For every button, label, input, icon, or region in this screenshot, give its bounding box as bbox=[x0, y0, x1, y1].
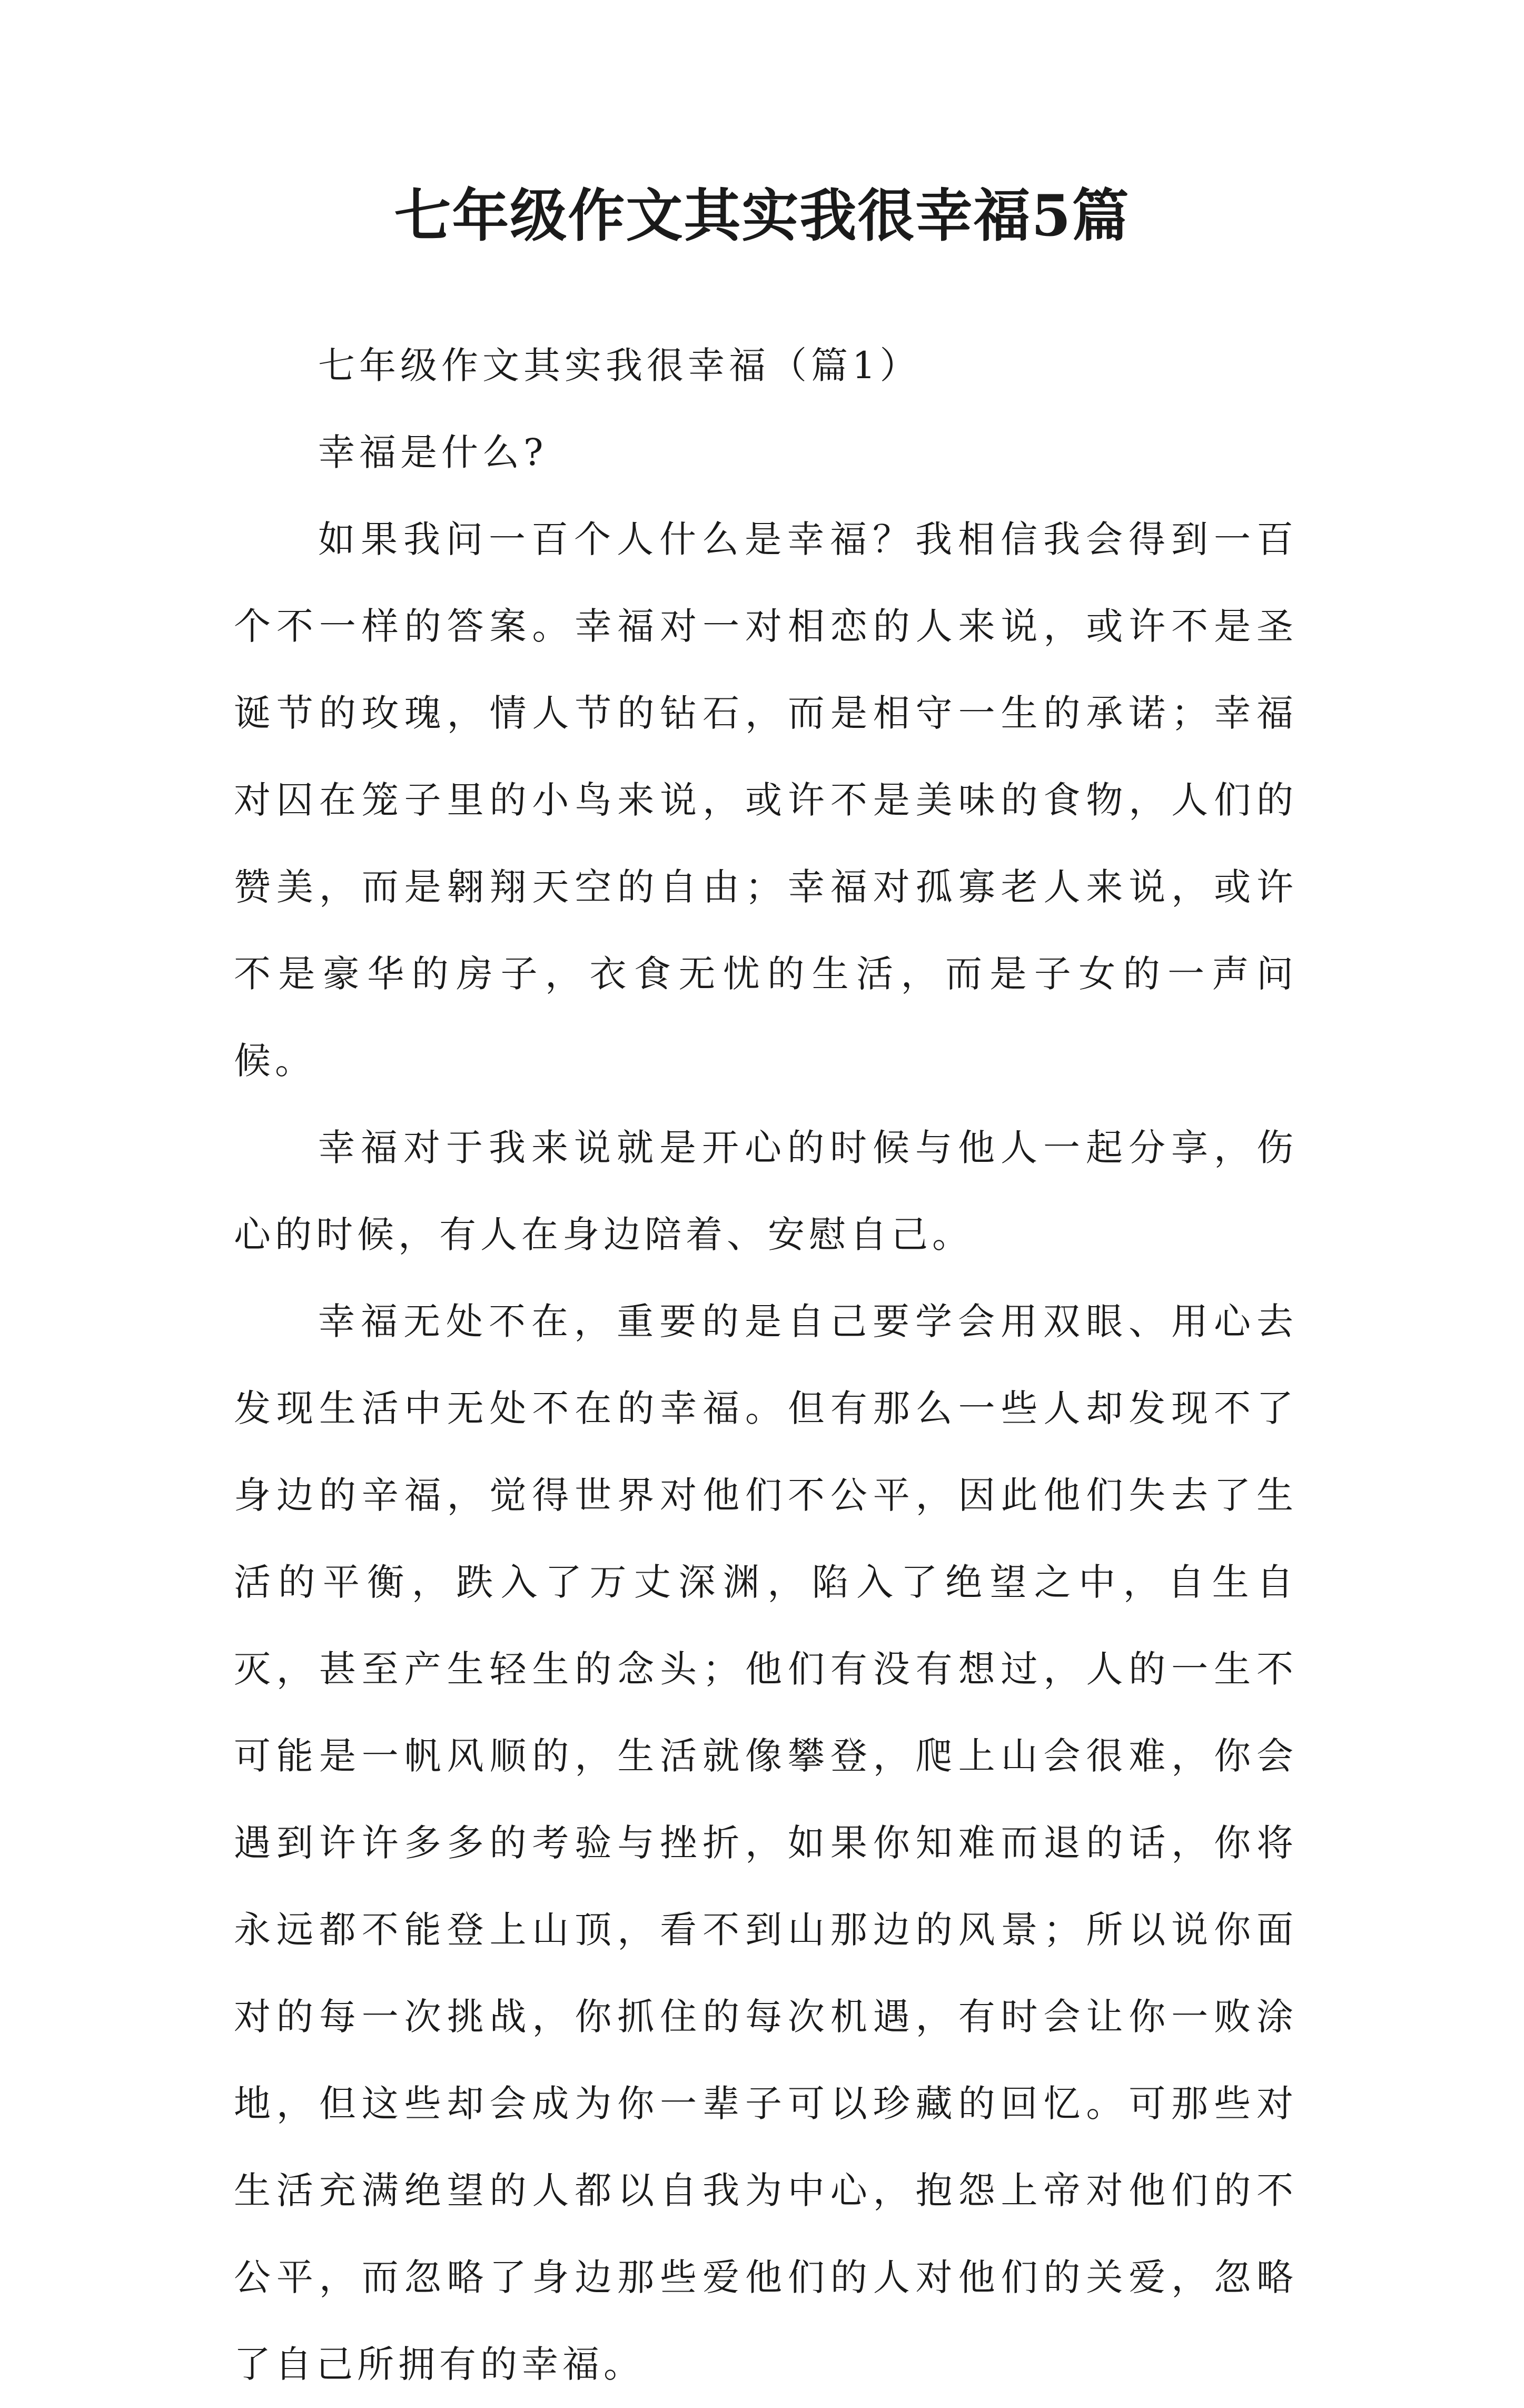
body-paragraph: 幸福对于我来说就是开心的时候与他人一起分享，伤心的时候，有人在身边陪着、安慰自己。 bbox=[234, 1126, 1298, 1256]
document-title: 七年级作文其实我很幸福5篇 bbox=[394, 183, 1130, 249]
body-paragraph: 幸福无处不在，重要的是自己要学会用双眼、用心去发现生活中无处不在的幸福。但有那么一些人却发现不了身边的辛福，觉得世界对他们不公平，因此他们失去了生活的平衡，跌入了万丈深渊，陷入了绝望之中，自生自灭，甚至产生轻生的念头；他们有没有想过，人的一生不可能是一帆风顺的，生活就像攀登，爬上山会很难，你会遇到许许多多的考验与挫折，如果你知难而退的话，你将永远都不能登上山顶，看不到山那边的风景；所以说你面对的每一次挑战，你抓住的每次机遇，有时会让你一败涂地，但这些却会成为你一辈子可以珍藏的回忆。可那些对生活充满绝望的人都以自我为中心，抱怨上帝对他们的不公平，而忽略了身边那些爱他们的人对他们的关爱，忽略了自己所拥有的幸福。 bbox=[234, 1300, 1298, 2386]
section-heading: 七年级作文其实我很幸福（篇1） bbox=[318, 344, 921, 387]
body-paragraph: 幸福是什么? bbox=[318, 431, 548, 474]
document-body bbox=[234, 322, 1298, 2408]
body-paragraph: 如果我问一百个人什么是幸福？我相信我会得到一百个不一样的答案。幸福对一对相恋的人来说，或许不是圣诞节的玫瑰，情人节的钻石，而是相守一生的承诺；幸福对囚在笼子里的小鸟来说，或许不是美味的食物，人们的赞美，而是翱翔天空的自由；幸福对孤寡老人来说，或许不是豪华的房子，衣食无忧的生活，而是子女的一声问候。 bbox=[234, 518, 1298, 1082]
